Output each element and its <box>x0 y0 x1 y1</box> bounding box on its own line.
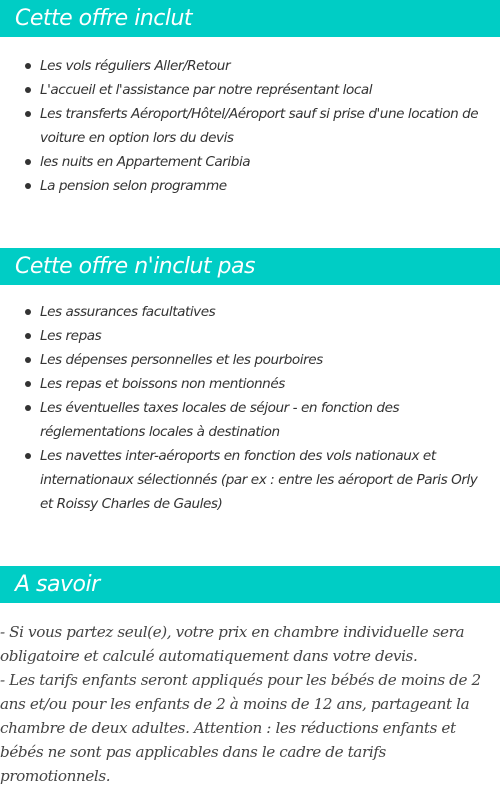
list-item <box>0 150 500 174</box>
list-item-text: Les dépenses personnelles et les pourboires <box>40 352 323 368</box>
bullet-icon <box>25 159 31 165</box>
a-savoir-section-title: A savoir <box>0 566 500 603</box>
bullet-icon <box>25 357 31 363</box>
list-item <box>0 102 500 150</box>
a-savoir-paragraph: - Les tarifs enfants seront appliqués pour les bébés de moins de 2 ans et/ou pour les enfants de 2 à moins de 12 ans, partageant la chambre de deux adultes. Attention : les réductions enfants et bébés ne sont pas applicables dans le cadre de tarifs promotionnels. <box>0 671 481 785</box>
list-item <box>0 444 500 516</box>
bullet-icon <box>25 309 31 315</box>
bullet-icon <box>25 405 31 411</box>
list-item-text: Les vols réguliers Aller/Retour <box>40 58 231 74</box>
list-item-text: Les repas et boissons non mentionnés <box>40 376 285 392</box>
list-item <box>0 300 500 324</box>
list-item <box>0 54 500 78</box>
included-section-title: Cette offre inclut <box>0 0 500 37</box>
bullet-icon <box>25 183 31 189</box>
list-item <box>0 174 500 198</box>
list-item-text: La pension selon programme <box>40 178 227 194</box>
bullet-icon <box>25 381 31 387</box>
list-item <box>0 324 500 348</box>
included-list <box>0 54 500 198</box>
bullet-icon <box>25 453 31 459</box>
list-item-text: Les navettes inter-aéroports en fonction des vols nationaux et internationaux sélectionnés (par ex : entre les aéroport de Paris Orly et Roissy Charles de Gaules) <box>40 448 478 512</box>
list-item <box>0 348 500 372</box>
list-item-text: les nuits en Appartement Caribia <box>40 154 251 170</box>
bullet-icon <box>25 333 31 339</box>
bullet-icon <box>25 87 31 93</box>
list-item-text: Les éventuelles taxes locales de séjour - en fonction des réglementations locales à destination <box>40 400 400 440</box>
list-item-text: L'accueil et l'assistance par notre représentant local <box>40 82 373 98</box>
not-included-list <box>0 300 500 516</box>
a-savoir-paragraph: - Si vous partez seul(e), votre prix en chambre individuelle sera obligatoire et calculé automatiquement dans votre devis. <box>0 623 465 665</box>
list-item <box>0 78 500 102</box>
list-item <box>0 396 500 444</box>
bullet-icon <box>25 63 31 69</box>
list-item-text: Les transferts Aéroport/Hôtel/Aéroport sauf si prise d'une location de voiture en option lors du devis <box>40 106 479 146</box>
list-item-text: Les repas <box>40 328 102 344</box>
bullet-icon <box>25 111 31 117</box>
not-included-section-title: Cette offre n'inclut pas <box>0 248 500 285</box>
list-item-text: Les assurances facultatives <box>40 304 216 320</box>
list-item <box>0 372 500 396</box>
a-savoir-text <box>0 620 500 788</box>
